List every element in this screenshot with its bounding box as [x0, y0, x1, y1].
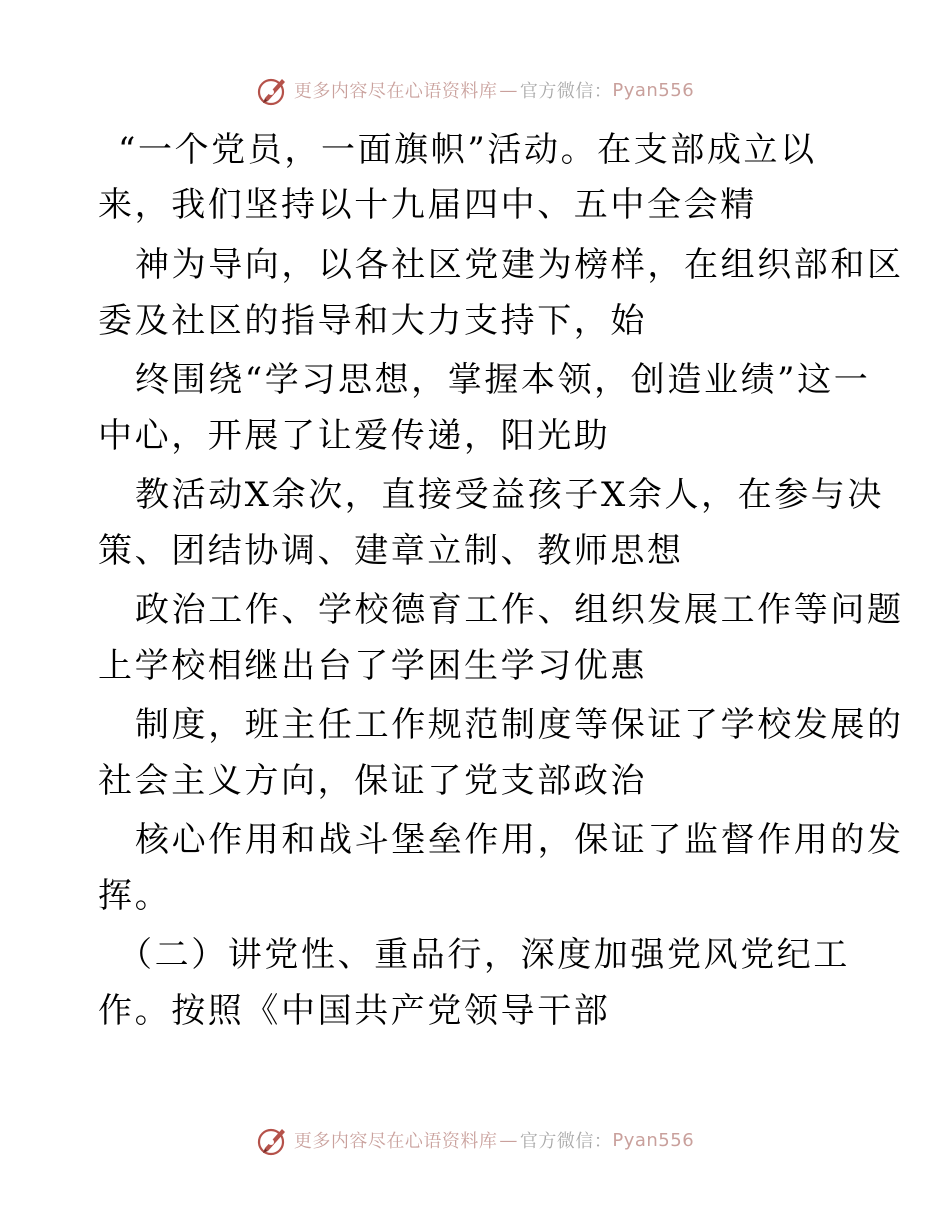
header-banner-text: 更多内容尽在心语资料库 — [293, 81, 498, 102]
body-line-5: 终围绕“学习思想，掌握本领，创造业绩”这一 — [135, 360, 871, 400]
body-line-10: 上学校相继出台了学困生学习优惠 — [98, 646, 647, 686]
quill-pen-logo-icon — [256, 1123, 290, 1157]
body-line-2: 来，我们坚持以十九届四中、五中全会精 — [98, 185, 757, 225]
footer-banner-handle: Pyan556 — [612, 1129, 695, 1151]
body-line-7: 教活动X余次，直接受益孩子X余人，在参与决 — [135, 475, 885, 515]
header-banner-separator: — — [499, 79, 518, 101]
body-line-16: 作。按照《中国共产党领导干部 — [98, 991, 611, 1031]
body-line-4: 委及社区的指导和大力支持下，始 — [98, 301, 647, 341]
body-line-13: 核心作用和战斗堡垒作用，保证了监督作用的发 — [135, 820, 904, 860]
body-line-11: 制度，班主任工作规范制度等保证了学校发展的 — [135, 705, 904, 745]
footer-banner-official-label: 官方微信： — [519, 1131, 613, 1152]
header-banner-official-label: 官方微信： — [519, 81, 613, 102]
body-line-3: 神为导向，以各社区党建为榜样，在组织部和区 — [135, 245, 904, 285]
footer-banner-text: 更多内容尽在心语资料库 — [293, 1131, 498, 1152]
quill-pen-logo-icon — [256, 73, 290, 107]
body-line-14: 挥。 — [98, 876, 172, 916]
body-line-1: “一个党员，一面旗帜”活动。在支部成立以 — [118, 130, 817, 170]
footer-banner — [0, 1120, 950, 1160]
header-banner-handle: Pyan556 — [612, 79, 695, 101]
header-banner — [0, 70, 950, 110]
body-line-9: 政治工作、学校德育工作、组织发展工作等问题 — [135, 590, 904, 630]
body-line-15: （二）讲党性、重品行，深度加强党风党纪工 — [118, 935, 850, 975]
body-line-8: 策、团结协调、建章立制、教师思想 — [98, 531, 684, 571]
body-line-12: 社会主义方向，保证了党支部政治 — [98, 761, 647, 801]
footer-banner-separator: — — [499, 1129, 518, 1151]
body-line-6: 中心，开展了让爱传递，阳光助 — [98, 416, 611, 456]
